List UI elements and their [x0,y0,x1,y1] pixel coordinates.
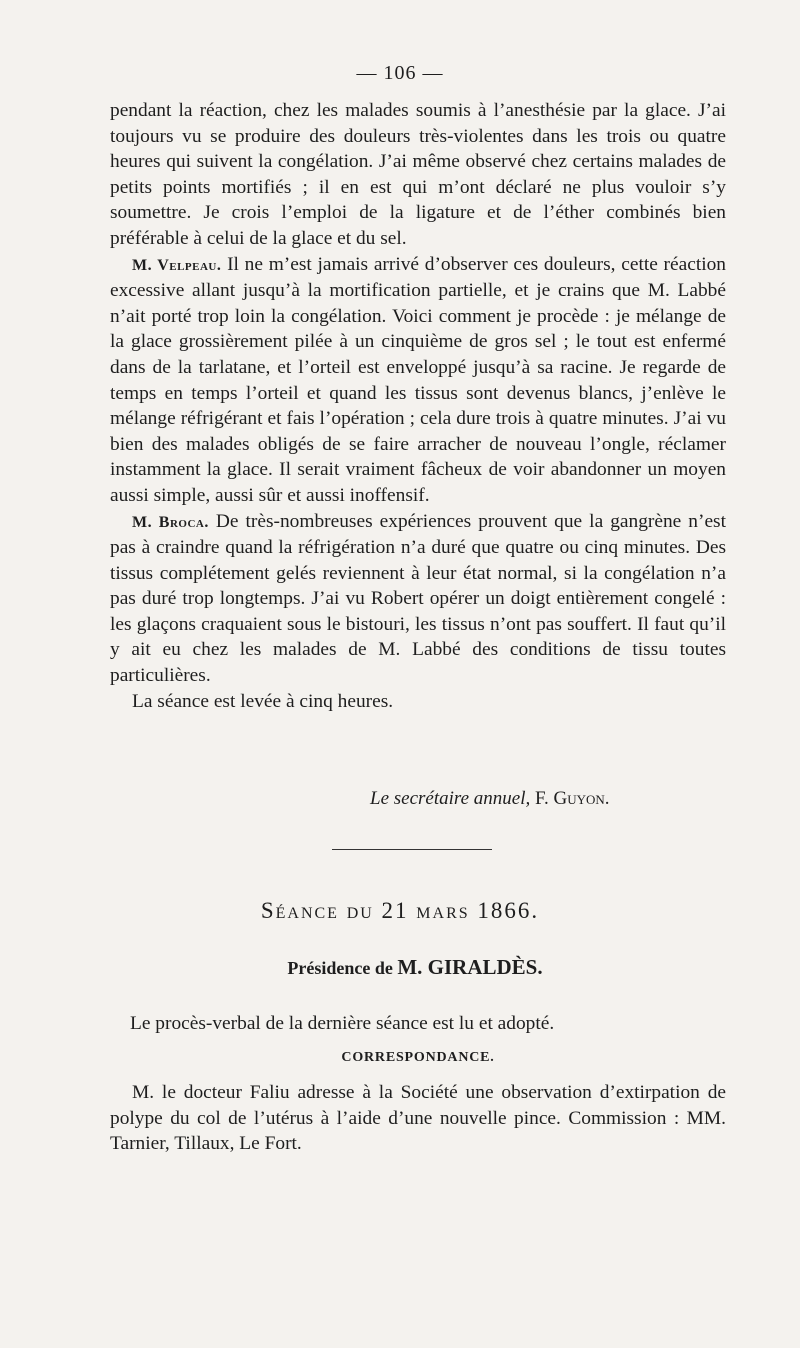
paragraph-velpeau [110,252,726,509]
presidency-line [0,955,800,980]
paragraph-text: De très-nombreuses expériences prouvent que la gangrène n’est pas à craindre quand la réfrigération n’a duré que quatre ou cinq minutes. Des tissus complétement gelés reviennent à leur état normal, si la congélation n’a pas duré trop longtemps. J’ai vu Robert opérer un doigt entièrement congelé : les glaçons craquaient sous le bistouri, les tissus n’ont pas souffert. Il faut qu’il y ait eu chez les malades de M. Labbé des conditions de tissu toutes particulières. [110,510,726,687]
session-heading: Séance du 21 mars 1866. [260,898,540,923]
paragraph-text: M. le docteur Faliu adresse à la Société une observation d’extirpation de polype du col de l’utérus à l’aide d’une nouvelle pince. Commission : MM. Tarnier, Tillaux, Le Fort. [110,1082,726,1155]
correspondence-body [110,1080,726,1157]
speaker-broca: M. Broca. [132,513,209,531]
correspondence-heading: CORRESPONDANCE. [341,1050,495,1065]
paragraph-text: La séance est levée à cinq heures. [132,690,394,712]
secretary-signature [370,788,610,810]
speaker-velpeau: M. Velpeau. [132,256,222,274]
paragraph-correspondence [110,1080,726,1157]
presidency-prefix: Présidence de [287,958,393,978]
paragraph-text: pendant la réaction, chez les malades soumis à l’anesthésie par la glace. J’ai toujours vu se produire des douleurs très-violentes dans les trois ou quatre heures qui suivent la congélation. J’ai même observé chez certains malades de petits points mortifiés ; il en est qui m’ont déclaré ne plus vouloir s’y soumettre. Je crois l’emploi de la ligature et de l’éther combinés bien préférable à celui de la glace et du sel. [110,100,726,249]
section-divider [332,849,492,850]
presidency-name: M. GIRALDÈS. [397,955,543,979]
minutes-line: Le procès-verbal de la dernière séance est lu et adopté. [130,1013,555,1034]
paragraph-closing [110,689,726,715]
signature-name: F. Guyon. [534,788,610,809]
page-number: — 106 — [356,62,444,84]
signature-role: Le secrétaire annuel, [370,788,531,809]
discussion-body [110,98,726,714]
paragraph-broca [110,509,726,689]
paragraph-anesthesia [110,98,726,252]
paragraph-text: Il ne m’est jamais arrivé d’observer ces douleurs, cette réaction excessive allant jusqu’à la mortification partielle, et je crains que M. Labbé n’ait porté trop loin la congélation. Voici comment je procède : je mélange de la glace grossièrement pilée à un cinquième de gros sel ; le tout est enfermé dans de la tarlatane, et l’orteil est enveloppé jusqu’à sa racine. Je regarde de temps en temps l’orteil et quand les tissus sont devenus blancs, j’enlève le mélange réfrigérant et fais l’opération ; cela dure trois à quatre minutes. J’ai vu bien des malades obligés de se faire arracher de nouveau l’ongle, réclamer instamment la glace. Il serait vraiment fâcheux de voir abandonner un moyen aussi simple, aussi sûr et aussi inoffensif. [110,253,726,506]
